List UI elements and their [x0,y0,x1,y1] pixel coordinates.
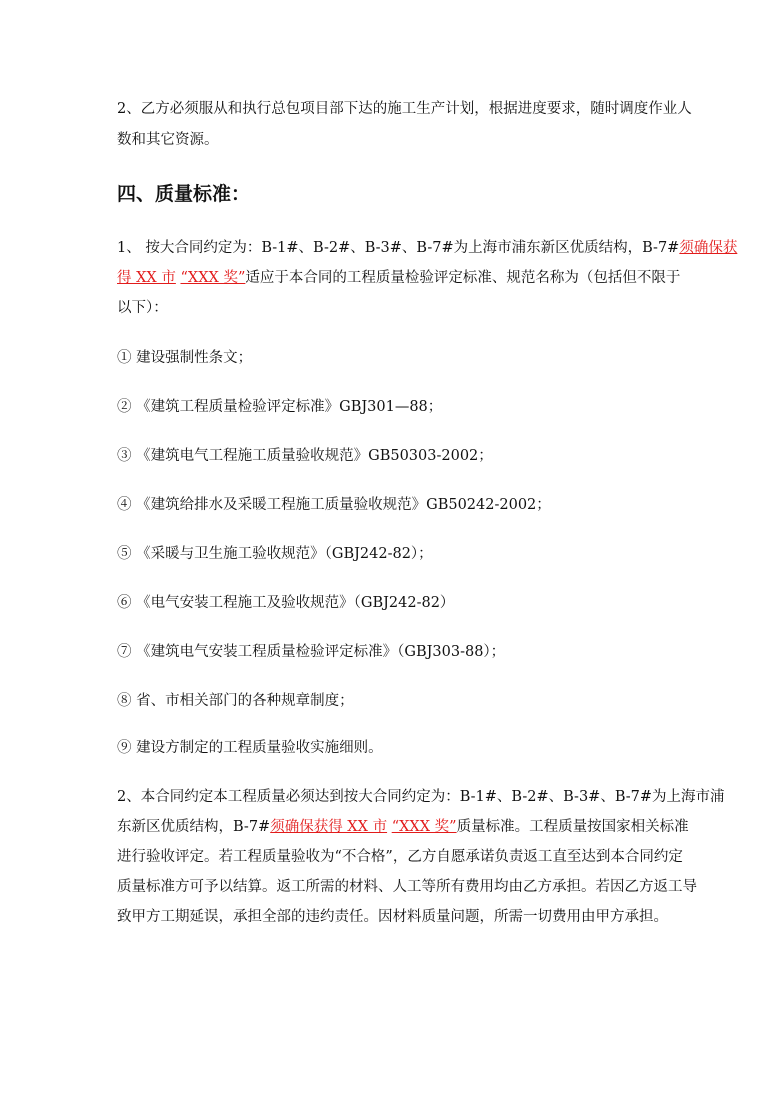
item1-line: 以下）： [117,300,168,316]
item1-line [117,268,680,288]
standard-item: ⑦ 《建筑电气安装工程质量检验评定标准》（GBJ303-88）； [117,644,506,660]
item2-line: 致甲方工期延误，承担全部的违约责任。因材料质量问题，所需一切费用由甲方承担。 [117,909,668,925]
item1-text: 1、 按大合同约定为：B-1#、B-2#、B-3#、B-7#为上海市浦东新区优质结构，B-7# [117,240,680,256]
standard-item: ① 建设强制性条文； [117,350,253,366]
highlight-text: 须确保获 [679,240,738,256]
item2-line: 2、本合同约定本工程质量必须达到按大合同约定为：B-1#、B-2#、B-3#、B-7#为上海市浦 [117,789,725,805]
highlight-text: “XXX 奖” [391,819,457,835]
standard-item: ④ 《建筑给排水及采暖工程施工质量验收规范》GB50242-2002； [117,497,551,513]
item1-line [117,238,737,258]
item2-line: 进行验收评定。若工程质量验收为“不合格”，乙方自愿承诺负责返工直至达到本合同约定 [117,849,683,865]
item2-line: 质量标准方可予以结算。返工所需的材料、人工等所有费用均由乙方承担。若因乙方返工导 [117,879,697,895]
highlight-text: 得 XX 市 [117,270,176,286]
standard-item: ⑥ 《电气安装工程施工及验收规范》（GBJ242-82） [117,595,455,611]
highlight-text: 须确保获得 XX 市 [270,819,388,835]
item1-text: 适应于本合同的工程质量检验评定标准、规范名称为（包括但不限于 [245,270,681,286]
item2-text: 质量标准。工程质量按国家相关标准 [456,819,689,835]
paragraph-line: 2、乙方必须服从和执行总包项目部下达的施工生产计划，根据进度要求，随时调度作业人 [117,101,692,117]
paragraph-line: 数和其它资源。 [117,132,219,148]
standard-item: ③ 《建筑电气工程施工质量验收规范》GB50303-2002； [117,448,493,464]
highlight-text: “XXX 奖” [180,270,246,286]
standard-item: ⑤ 《采暖与卫生施工验收规范》（GBJ242-82）； [117,546,433,562]
standard-item: ⑧ 省、市相关部门的各种规章制度； [117,693,354,709]
standard-item: ⑨ 建设方制定的工程质量验收实施细则。 [117,740,383,756]
item2-text: 东新区优质结构，B-7# [117,819,271,835]
section-heading: 四、质量标准： [117,183,251,205]
item2-line [117,817,689,837]
standard-item: ② 《建筑工程质量检验评定标准》GBJ301—88； [117,399,443,415]
